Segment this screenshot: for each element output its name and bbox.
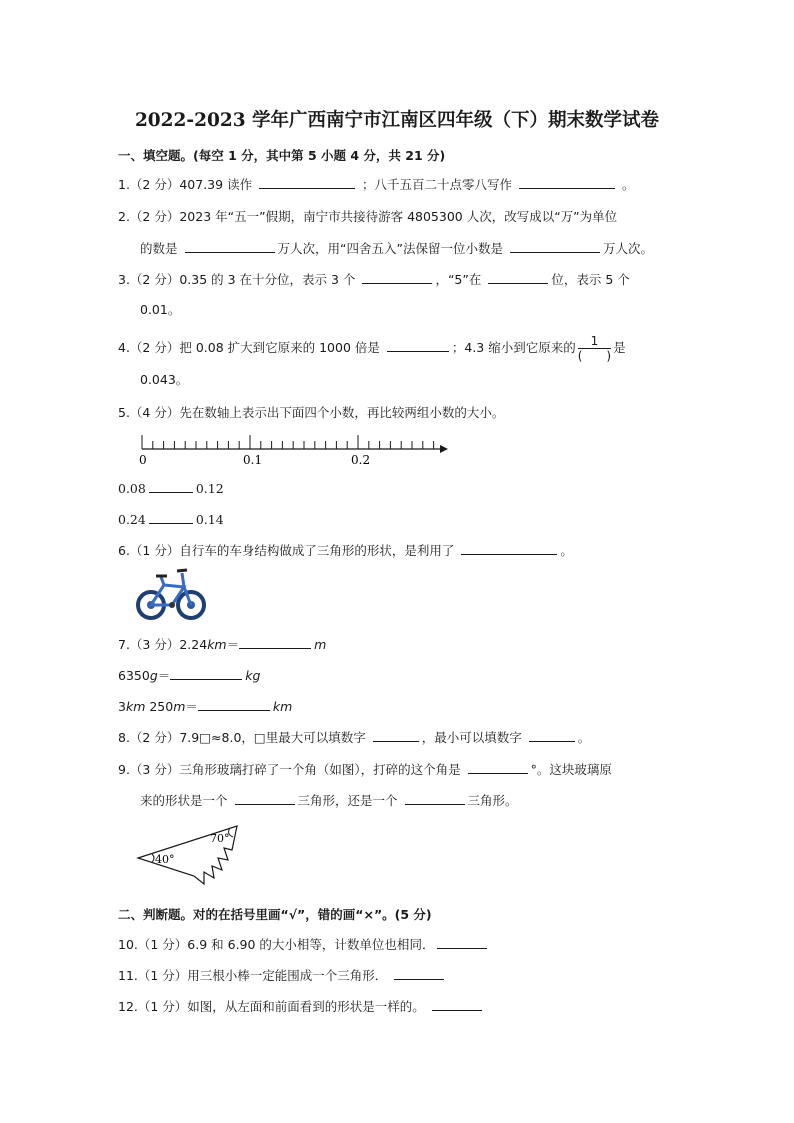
q4-text-b: ；4.3 缩小到它原来的 [451,340,576,355]
q7-value: 6350 [118,668,150,683]
number-line-ticks [142,435,434,449]
question-4 [118,334,626,363]
unit-kg: kg [245,668,261,683]
q11-blank[interactable] [394,967,444,980]
q1-blank-1[interactable] [259,176,355,189]
question-9 [118,761,612,778]
axis-label-0-1: 0.1 [243,453,263,467]
angle-70-label: 70° [210,832,230,845]
q11-text: 11.（1 分）用三根小棒一定能围成一个三角形． [118,968,388,983]
question-7-line-1 [118,636,326,653]
q6-blank[interactable] [461,542,557,555]
axis-label-0-2: 0.2 [351,453,371,467]
q8-text-b: ，最小可以填数字 [421,730,522,745]
q9-text-e: 三角形。 [467,793,518,808]
cmp2-left: 0.24 [118,512,146,527]
q1-text-a: 1.（2 分）407.39 读作 [118,177,253,192]
number-line-arrow [440,445,448,453]
question-4-cont: 0.043。 [140,372,189,387]
equals: ＝ [157,668,171,683]
q12-text: 12.（1 分）如图，从左面和前面看到的形状是一样的。 [118,999,425,1014]
equals: ＝ [226,637,240,652]
cmp1-right: 0.12 [195,481,224,496]
bicycle-image [134,563,210,621]
q2-text-c: 万人次，用“四舍五入”法保留一位小数是 [277,241,503,256]
q6-text-b: 。 [560,543,573,558]
section-2-heading: 二、判断题。对的在括号里画“√”，错的画“×”。(5 分) [118,907,432,922]
q2-text-d: 万人次。 [602,241,653,256]
number-line[interactable] [130,430,460,470]
q7-blank-1[interactable] [239,636,311,649]
q7-value-2: 250 [145,699,174,714]
page-title: 2022-2023 学年广西南宁市江南区四年级（下）期末数学试卷 [134,110,660,131]
question-9-cont [140,792,518,809]
q9-text-a: 9.（3 分）三角形玻璃打碎了一个角（如图），打碎的这个角是 [118,762,461,777]
q9-text-d: 三角形，还是一个 [297,793,398,808]
q8-blank-1[interactable] [373,729,419,742]
fraction-numerator: 1 [578,334,611,349]
q1-text-b: ；八千五百二十点零八写作 [362,177,513,192]
q2-text-b: 的数是 [140,241,178,256]
question-3-cont: 0.01。 [140,302,181,317]
unit-m: m [173,699,186,714]
q12-blank[interactable] [432,998,482,1011]
q7-text: 7.（3 分）2.24 [118,637,208,652]
q6-text-a: 6.（1 分）自行车的车身结构做成了三角形的形状，是利用了 [118,543,455,558]
question-2 [118,209,617,225]
q1-blank-2[interactable] [519,176,615,189]
q8-text-c: 。 [577,730,591,745]
q4-text-c: 是 [613,340,626,355]
axis-label-0: 0 [139,453,147,467]
q3-blank-1[interactable] [362,271,432,284]
q3-text-b: ，“5”在 [435,272,482,287]
q5-compare-1 [118,480,224,497]
question-2-cont [140,240,653,257]
q7-blank-2[interactable] [170,667,242,680]
q9-blank-3[interactable] [405,792,465,805]
q9-text-b: °。这块玻璃原 [530,762,612,777]
q3-blank-2[interactable] [488,271,548,284]
q8-blank-2[interactable] [529,729,575,742]
question-10 [118,936,490,953]
q2-text-a: 2.（2 分）2023 年“五一”假期，南宁市共接待游客 4805300 人次，改写成以“万”为单位 [118,209,618,224]
question-12 [118,998,485,1015]
broken-triangle-image [134,820,244,890]
question-11 [118,967,447,984]
q4-fraction [578,334,611,363]
question-7-line-3 [118,698,292,715]
angle-40-label: 40° [155,853,175,866]
section-1-heading: 一、填空题。(每空 1 分，其中第 5 小题 4 分，共 21 分) [118,148,446,163]
question-8 [118,729,590,746]
q4-text-a: 4.（2 分）把 0.08 扩大到它原来的 1000 倍是 [118,340,380,355]
q8-text-a: 8.（2 分）7.9□≈8.0，□里最大可以填数字 [118,730,366,745]
cmp1-blank[interactable] [149,480,193,493]
question-1 [118,176,635,193]
equals: ＝ [185,699,198,714]
unit-km: km [125,699,146,714]
question-7-line-2 [118,667,260,684]
q10-blank[interactable] [437,936,487,949]
q1-text-c: 。 [622,177,635,192]
q5-compare-2 [118,511,224,528]
question-5: 5.（4 分）先在数轴上表示出下面四个小数，再比较两组小数的大小。 [118,405,505,420]
q9-text-c: 来的形状是一个 [140,793,228,808]
unit-g: g [149,668,158,683]
unit-m: m [314,637,327,652]
q7-value: 3 [118,699,126,714]
q2-blank-2[interactable] [510,240,600,253]
q2-blank-1[interactable] [185,240,275,253]
unit-km: km [207,637,227,652]
q4-blank-1[interactable] [387,339,449,352]
q3-text-c: 位，表示 5 个 [551,272,630,287]
q3-text-a: 3.（2 分）0.35 的 3 在十分位，表示 3 个 [118,272,356,287]
cmp2-right: 0.14 [195,512,224,527]
q9-blank-2[interactable] [235,792,295,805]
unit-km: km [272,699,293,714]
q10-text: 10.（1 分）6.9 和 6.90 的大小相等，计数单位也相同． [118,937,435,952]
cmp2-blank[interactable] [149,511,193,524]
q9-blank-1[interactable] [468,761,528,774]
cmp1-left: 0.08 [118,481,146,496]
question-3 [118,271,630,288]
question-6 [118,542,573,559]
fraction-denominator-blank[interactable]: ( ) [577,349,612,363]
q7-blank-3[interactable] [198,698,270,711]
